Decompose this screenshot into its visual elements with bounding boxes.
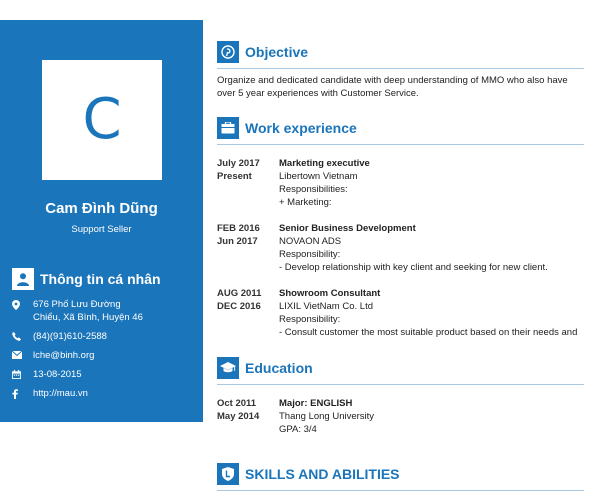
- sidebar: [0, 20, 203, 422]
- work-entry: [217, 287, 584, 339]
- objective-header: [217, 40, 584, 69]
- user-icon: [12, 268, 34, 290]
- work-entry-detail: - Develop relationship with key client and seeking for new client.: [279, 262, 548, 273]
- pinterest-icon: [217, 41, 239, 63]
- email-item: [12, 349, 202, 362]
- skills-title: SKILLS AND ABILITIES: [245, 466, 400, 482]
- work-entry-end: Jun 2017: [217, 236, 258, 247]
- avatar-letter: C: [82, 87, 122, 152]
- calendar-icon: [12, 368, 33, 381]
- education-body: [279, 397, 584, 436]
- work-entry-dates: [217, 157, 279, 209]
- shield-icon: [217, 463, 239, 485]
- graduation-cap-icon: [217, 357, 239, 379]
- work-entry-end: DEC 2016: [217, 301, 261, 312]
- education-gpa: GPA: 3/4: [279, 424, 317, 435]
- objective-section: [217, 40, 584, 100]
- education-dates: [217, 397, 279, 436]
- work-entry-start: AUG 2011: [217, 288, 262, 299]
- email-address: lche@binh.org: [33, 350, 95, 361]
- work-entry-label: Responsibilities:: [279, 184, 348, 195]
- personal-info-title: Thông tin cá nhân: [40, 271, 161, 287]
- work-entry-body: [279, 287, 584, 339]
- work-entry-detail: - Consult customer the most suitable product based on their needs and: [279, 327, 578, 338]
- avatar: [42, 60, 162, 180]
- work-entry-company: Libertown Vietnam: [279, 171, 358, 182]
- work-entry-dates: [217, 287, 279, 339]
- education-end: May 2014: [217, 411, 260, 422]
- work-entry-position: Showroom Consultant: [279, 288, 381, 299]
- birthday-date: 13-08-2015: [33, 369, 82, 380]
- facebook-icon: [12, 387, 33, 400]
- phone-icon: [12, 330, 33, 343]
- work-entry-dates: [217, 222, 279, 274]
- education-entry: [217, 397, 584, 436]
- work-section: [217, 116, 584, 339]
- work-entry-company: NOVAON ADS: [279, 236, 342, 247]
- work-entry-start: FEB 2016: [217, 223, 260, 234]
- objective-text: Organize and dedicated candidate with deep understanding of MMO who also have over 5 year experiences with Customer Service.: [217, 75, 568, 99]
- education-school: Thang Long University: [279, 411, 375, 422]
- facebook-link[interactable]: http://mau.vn: [33, 388, 88, 399]
- work-entry-detail: + Marketing:: [279, 197, 332, 208]
- skills-header: [217, 462, 584, 491]
- work-entry: [217, 222, 584, 274]
- work-entry: [217, 157, 584, 209]
- phone-number: (84)(91)610-2588: [33, 331, 107, 342]
- birthday-item: [12, 368, 202, 381]
- objective-title: Objective: [245, 44, 309, 60]
- work-entry-body: [279, 222, 584, 274]
- personal-info-list: [12, 298, 202, 406]
- work-entry-start: July 2017: [217, 158, 260, 169]
- education-major: Major: ENGLISH: [279, 398, 353, 409]
- candidate-name: Cam Đình Dũng: [45, 200, 158, 217]
- work-entry-body: [279, 157, 584, 209]
- skills-section: [217, 462, 584, 491]
- work-entry-company: LIXIL VietNam Co. Ltd: [279, 301, 373, 312]
- work-title: Work experience: [245, 120, 357, 136]
- education-header: [217, 356, 584, 385]
- work-header: [217, 116, 584, 145]
- education-start: Oct 2011: [217, 398, 257, 409]
- address-line-1: 676 Phố Lưu Đường: [33, 299, 121, 310]
- address-item: [12, 298, 202, 324]
- education-title: Education: [245, 360, 313, 376]
- education-section: [217, 356, 584, 436]
- work-entry-position: Marketing executive: [279, 158, 370, 169]
- phone-item: [12, 330, 202, 343]
- envelope-icon: [12, 349, 33, 362]
- work-entry-label: Responsibility:: [279, 249, 341, 260]
- work-entry-end: Present: [217, 171, 252, 182]
- facebook-item: [12, 387, 202, 400]
- work-entry-label: Responsibility:: [279, 314, 341, 325]
- candidate-role: Support Seller: [71, 224, 132, 235]
- address-line-2: Chiểu, Xã Bình, Huyện 46: [33, 312, 143, 323]
- map-pin-icon: [12, 298, 33, 324]
- personal-info-heading: [12, 268, 161, 290]
- briefcase-icon: [217, 117, 239, 139]
- work-entry-position: Senior Business Development: [279, 223, 416, 234]
